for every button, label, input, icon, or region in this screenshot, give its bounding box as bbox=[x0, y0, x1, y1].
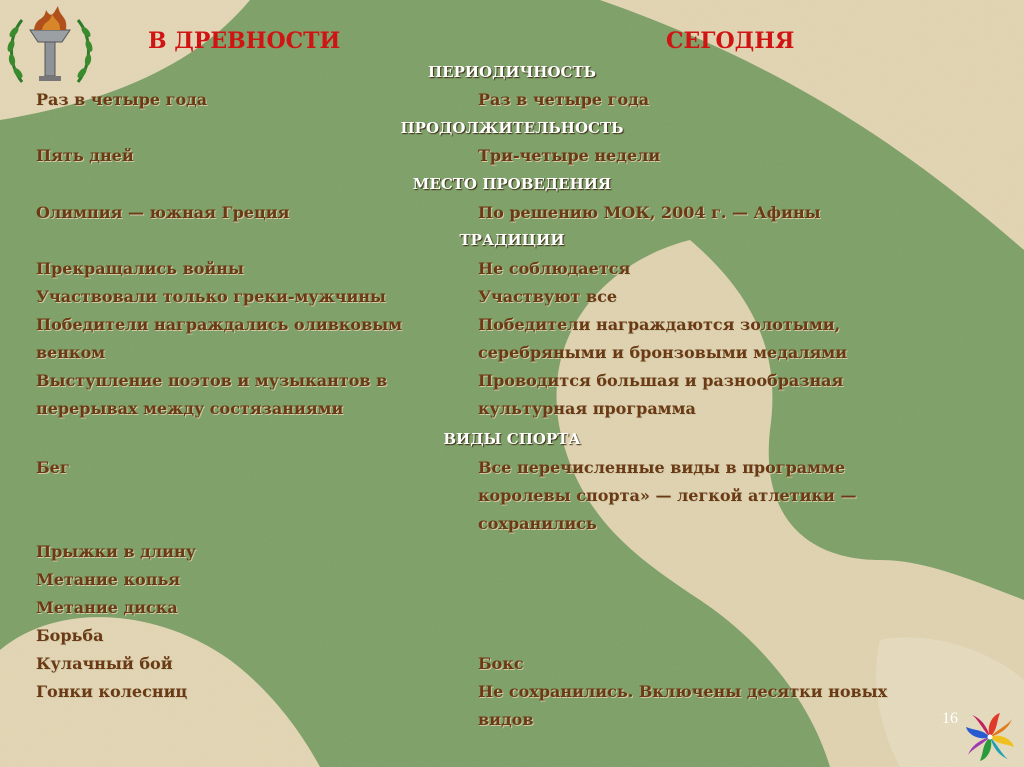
page-number: 16 bbox=[942, 710, 958, 727]
row-today-text: По решению МОК, 2004 г. — Афины bbox=[478, 203, 821, 222]
row-today-text: Участвуют все bbox=[478, 287, 618, 306]
section-title: ПЕРИОДИЧНОСТЬ bbox=[427, 63, 597, 81]
row-today-text: Не соблюдается bbox=[478, 259, 631, 278]
row-ancient-text: Выступление поэтов и музыкантов в bbox=[36, 371, 388, 390]
row-ancient-text: Раз в четыре года bbox=[36, 90, 208, 109]
row-ancient-text: Победители награждались оливковым bbox=[36, 315, 403, 334]
row-today-text: Три-четыре недели bbox=[478, 146, 661, 165]
section-title: МЕСТО ПРОВЕДЕНИЯ bbox=[412, 175, 612, 193]
sport-today-text: Не сохранились. Включены десятки новых bbox=[478, 682, 888, 701]
sport-today-text: Все перечисленные виды в программе bbox=[478, 458, 846, 477]
sport-ancient-text: Кулачный бой bbox=[36, 654, 173, 673]
row-today-text: Победители награждаются золотыми, bbox=[478, 315, 841, 334]
header-today: СЕГОДНЯ bbox=[666, 28, 795, 54]
row-today-text: Раз в четыре года bbox=[478, 90, 650, 109]
sport-today-text: сохранились bbox=[478, 514, 597, 533]
row-today-text: серебряными и бронзовыми медалями bbox=[478, 343, 848, 362]
row-ancient-text: венком bbox=[36, 343, 106, 362]
section-title: ПРОДОЛЖИТЕЛЬНОСТЬ bbox=[400, 119, 624, 137]
sport-today-text: королевы спорта» — легкой атлетики — bbox=[478, 486, 857, 505]
sport-ancient-text: Гонки колесниц bbox=[36, 682, 188, 701]
header-ancient: В ДРЕВНОСТИ bbox=[148, 28, 341, 54]
row-ancient-text: Олимпия — южная Греция bbox=[36, 203, 290, 222]
section-title: ТРАДИЦИИ bbox=[459, 231, 565, 249]
sport-ancient-text: Метание копья bbox=[36, 570, 181, 589]
sport-ancient-text: Бег bbox=[36, 458, 70, 477]
row-ancient-text: Участвовали только греки-мужчины bbox=[36, 287, 387, 306]
pinwheel-icon bbox=[960, 708, 1020, 766]
row-today-text: Проводится большая и разнообразная bbox=[478, 371, 844, 390]
sport-today-text: Бокс bbox=[478, 654, 524, 673]
sport-ancient-text: Борьба bbox=[36, 626, 104, 645]
section-title: ВИДЫ СПОРТА bbox=[443, 430, 581, 448]
row-ancient-text: Пять дней bbox=[36, 146, 134, 165]
sport-ancient-text: Прыжки в длину bbox=[36, 542, 196, 561]
sport-today-text: видов bbox=[478, 710, 534, 729]
row-ancient-text: Прекращались войны bbox=[36, 259, 244, 278]
row-ancient-text: перерывах между состязаниями bbox=[36, 399, 344, 418]
row-today-text: культурная программа bbox=[478, 399, 696, 418]
sport-ancient-text: Метание диска bbox=[36, 598, 178, 617]
